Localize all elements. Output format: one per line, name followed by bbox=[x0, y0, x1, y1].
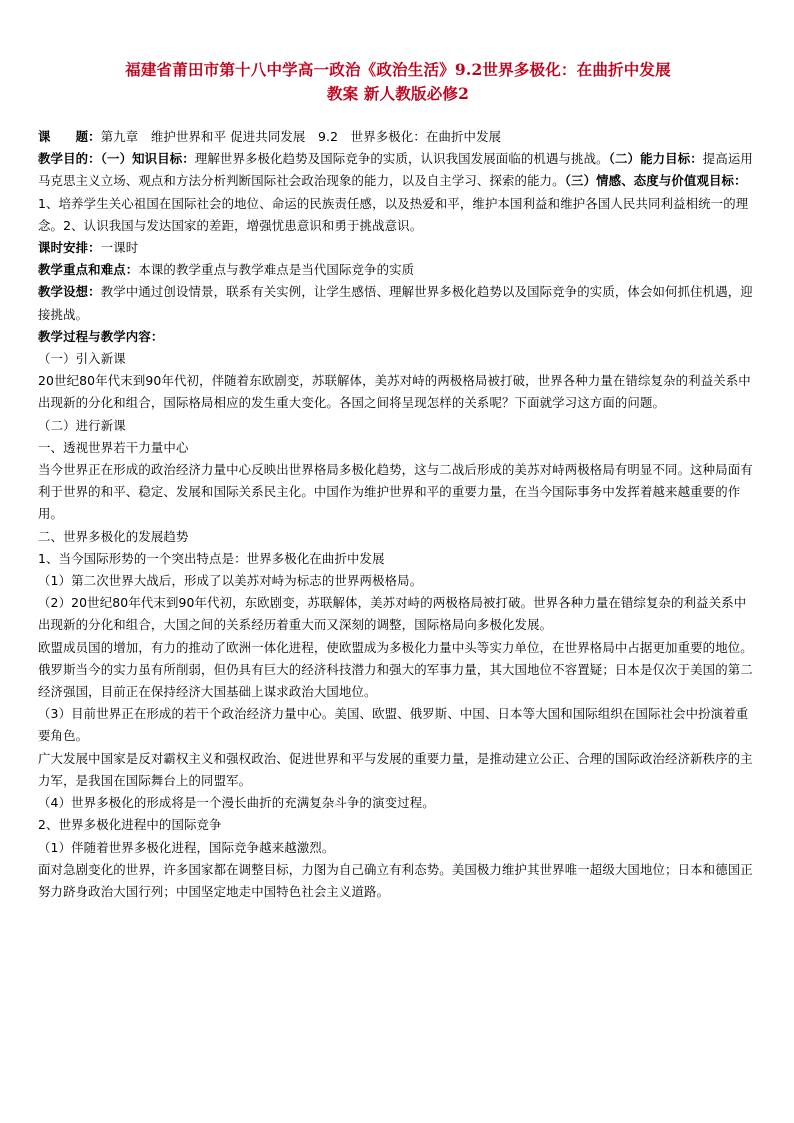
point-1-item-3: （3）目前世界正在形成的若干个政治经济力量中心。美国、欧盟、俄罗斯、中国、日本等大国和国际组织在国际社会中扮演着重要角色。 bbox=[38, 706, 749, 744]
point-1-item-1: （1）第二次世界大战后，形成了以美苏对峙为标志的世界两极格局。 bbox=[38, 573, 423, 589]
eu-russia-japan-paragraph: 欧盟成员国的增加，有力的推动了欧洲一体化进程，使欧盟成为多极化力量中头等实力单位，在世界格局中占据更加重要的地位。俄罗斯当今的实力虽有所削弱，但仍具有巨大的经济科技潜力和强大的军事力量，其大国地位不容置疑；日本是仅次于美国的第二经济强国，目前正在保持经济大国基础上谋求政治大国地位。 bbox=[38, 639, 753, 700]
title-line-2: 教案 新人教版必修2 bbox=[326, 84, 470, 103]
intro-paragraph: 20世纪80年代末到90年代初，伴随着东欧剧变，苏联解体，美苏对峙的两极格局被打破，世界各种力量在错综复杂的利益关系中出现新的分化和组合，国际格局相应的发生重大变化。各国之间将呈现怎样的关系呢？下面就学习这方面的问题。 bbox=[38, 373, 751, 411]
design-label: 教学设想： bbox=[38, 284, 101, 300]
ability-text: 提高运用马克思主义立场、观点和方法分析判断国际社会政治现象的能力，以及自主学习、探索的能力。 bbox=[38, 151, 753, 189]
title-line-1: 福建省莆田市第十八中学高一政治《政治生活》9.2世界多极化：在曲折中发展 bbox=[125, 60, 671, 79]
point-2-item-1: （1）伴随着世界多极化进程，国际竞争越来越激烈。 bbox=[38, 839, 335, 855]
document-page bbox=[38, 58, 758, 903]
emotion-text: 1、培养学生关心祖国在国际社会的地位、命运的民族责任感，以及热爱和平，维护本国利益和维护各国人民共同利益相统一的理念。2、认识我国与发达国家的差距，增强忧患意识和勇于挑战意识。 bbox=[38, 195, 749, 233]
document-title bbox=[38, 58, 758, 106]
document-body bbox=[38, 126, 758, 903]
section-new-lesson-heading: （二）进行新课 bbox=[38, 417, 126, 433]
point-1-item-4: （4）世界多极化的形成将是一个漫长曲折的充满复杂斗争的演变过程。 bbox=[38, 795, 435, 811]
point-1-item-2: （2）20世纪80年代末到90年代初，东欧剧变，苏联解体，美苏对峙的两极格局被打破。世界各种力量在错综复杂的利益关系中出现新的分化和组合，大国之间的关系经历着重大而又深刻的调整，国际格局向多极化发展。 bbox=[38, 595, 747, 633]
section-intro-heading: （一）引入新课 bbox=[38, 351, 126, 367]
ability-label: （二）能力目标： bbox=[608, 151, 703, 167]
schedule-line bbox=[38, 237, 758, 259]
emotion-label: （三）情感、态度与价值观目标： bbox=[564, 173, 747, 189]
schedule-label: 课时安排： bbox=[38, 240, 101, 256]
knowledge-text: 理解世界多极化趋势及国际竞争的实质，认识我国发展面临的机遇与挑战。 bbox=[194, 151, 609, 167]
focus-value: 本课的教学重点与教学难点是当代国际竞争的实质 bbox=[138, 262, 415, 278]
process-heading: 教学过程与教学内容： bbox=[38, 328, 164, 344]
point-2-heading: 2、世界多极化进程中的国际竞争 bbox=[38, 817, 222, 833]
knowledge-label: （一）知识目标： bbox=[100, 151, 195, 167]
schedule-value: 一课时 bbox=[100, 240, 139, 256]
point-1-heading: 1、当今国际形势的一个突出特点是：世界多极化在曲折中发展 bbox=[38, 550, 385, 566]
focus-label: 教学重点和难点： bbox=[38, 262, 139, 278]
competition-paragraph: 面对急剧变化的世界，许多国家都在调整目标，力图为自己确立有利态势。美国极力维护其世界唯一超级大国地位；日本和德国正努力跻身政治大国行列；中国坚定地走中国特色社会主义道路。 bbox=[38, 861, 753, 899]
developing-countries-paragraph: 广大发展中国家是反对霸权主义和强权政治、促进世界和平与发展的重要力量，是推动建立公正、合理的国际政治经济新秩序的主力军，是我国在国际舞台上的同盟军。 bbox=[38, 750, 753, 788]
objectives-paragraph bbox=[38, 148, 758, 237]
topic-line bbox=[38, 126, 758, 148]
topic-value: 第九章 维护世界和平 促进共同发展 9.2 世界多极化：在曲折中发展 bbox=[100, 129, 502, 144]
topic-label: 课 题： bbox=[38, 129, 101, 144]
part-one-paragraph: 当今世界正在形成的政治经济力量中心反映出世界格局多极化趋势，这与二战后形成的美苏对峙两极格局有明显不同。这种局面有利于世界的和平、稳定、发展和国际关系民主化。中国作为维护世界和平的重要力量，在当今国际事务中发挥着越来越重要的作用。 bbox=[38, 462, 753, 522]
part-one-heading: 一、透视世界若干力量中心 bbox=[38, 439, 189, 455]
design-value: 教学中通过创设情景，联系有关实例，让学生感悟、理解世界多极化趋势以及国际竞争的实质，体会如何抓住机遇，迎接挑战。 bbox=[38, 284, 753, 322]
design-paragraph bbox=[38, 281, 758, 325]
focus-line bbox=[38, 259, 758, 281]
part-two-heading: 二、世界多极化的发展趋势 bbox=[38, 528, 189, 544]
objective-label: 教学目的： bbox=[38, 151, 101, 167]
